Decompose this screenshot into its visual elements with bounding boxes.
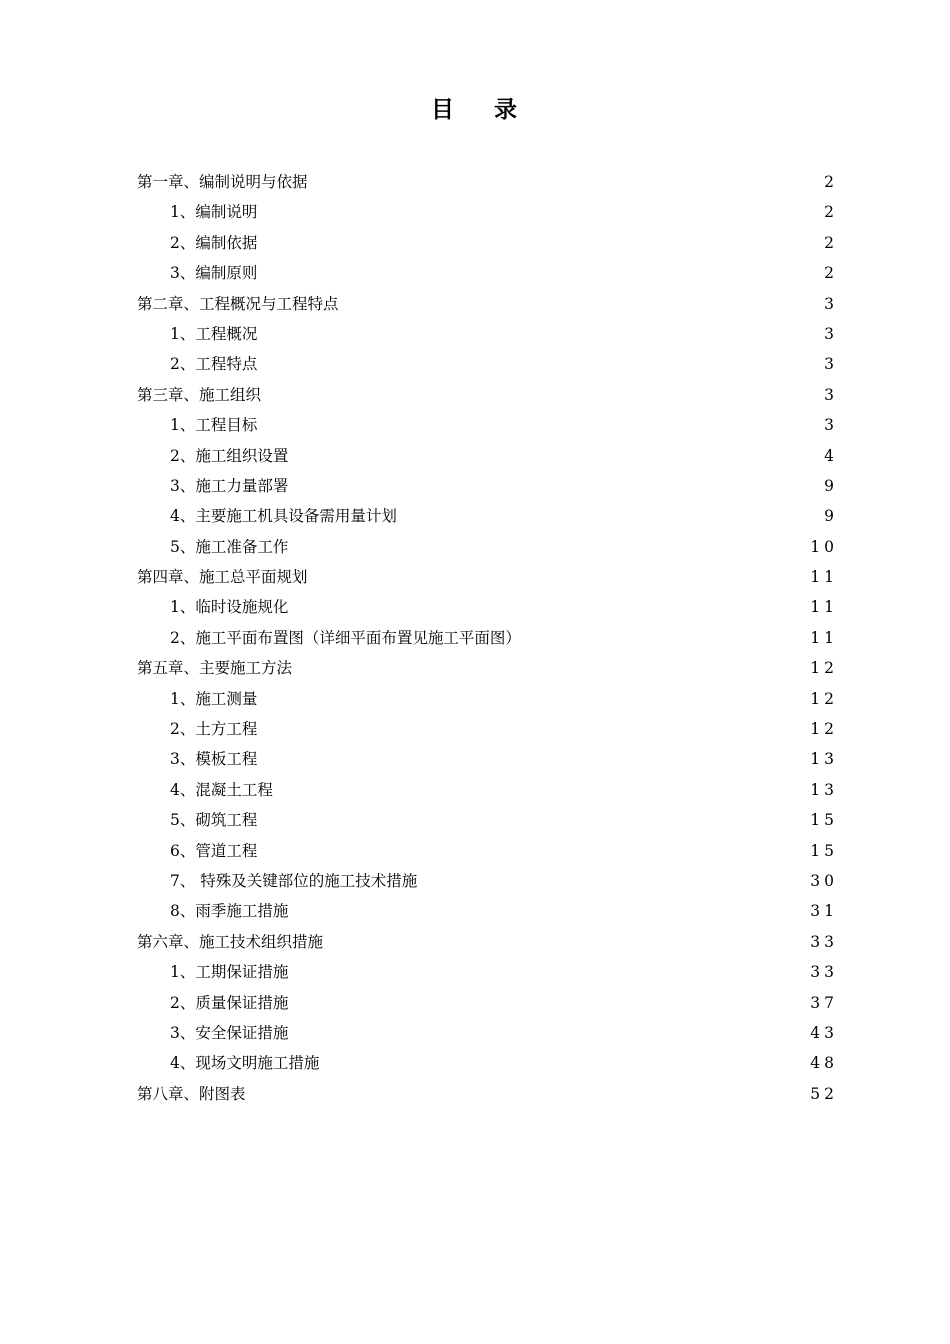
toc-entry-title: 8、雨季施工措施 — [170, 902, 289, 921]
toc-page-number: 12 — [810, 689, 838, 708]
toc-section-entry[interactable] — [137, 1048, 838, 1078]
toc-section-entry[interactable] — [137, 258, 838, 288]
toc-entry-title: 5、施工准备工作 — [170, 537, 289, 556]
toc-chapter-entry[interactable] — [137, 562, 838, 592]
toc-entry-title: 第二章、工程概况与工程特点 — [137, 294, 339, 313]
toc-section-entry[interactable] — [137, 988, 838, 1018]
toc-entry-title: 1、工程目标 — [170, 416, 258, 435]
toc-page-number: 9 — [824, 476, 838, 495]
toc-page-number: 31 — [810, 902, 838, 921]
toc-entry-title: 6、管道工程 — [170, 841, 258, 860]
toc-page-number: 2 — [824, 233, 838, 252]
toc-page-number: 13 — [810, 750, 838, 769]
toc-page-number: 43 — [810, 1023, 838, 1042]
toc-entry-title: 1、工期保证措施 — [170, 963, 289, 982]
toc-page-number: 9 — [824, 507, 838, 526]
toc-chapter-entry[interactable] — [137, 289, 838, 319]
toc-page-number: 3 — [824, 294, 838, 313]
toc-page-number: 12 — [810, 720, 838, 739]
toc-entry-title: 7、 特殊及关键部位的施工技术措施 — [170, 871, 418, 890]
toc-entry-title: 第三章、施工组织 — [137, 385, 262, 404]
toc-section-entry[interactable] — [137, 684, 838, 714]
toc-entry-title: 2、施工平面布置图（详细平面布置见施工平面图） — [170, 628, 521, 647]
toc-entry-title: 1、编制说明 — [170, 203, 258, 222]
toc-section-entry[interactable] — [137, 197, 838, 227]
title-char-1: 目 — [431, 97, 456, 123]
toc-section-entry[interactable] — [137, 532, 838, 562]
toc-section-entry[interactable] — [137, 349, 838, 379]
toc-entry-title: 3、安全保证措施 — [170, 1023, 289, 1042]
toc-entry-title: 5、砌筑工程 — [170, 811, 258, 830]
toc-entry-title: 2、施工组织设置 — [170, 446, 289, 465]
toc-entry-title: 3、施工力量部署 — [170, 476, 289, 495]
toc-chapter-entry[interactable] — [137, 927, 838, 957]
toc-page-number: 37 — [810, 993, 838, 1012]
toc-entry-title: 1、工程概况 — [170, 324, 258, 343]
toc-section-entry[interactable] — [137, 228, 838, 258]
toc-page-number: 4 — [824, 446, 838, 465]
toc-section-entry[interactable] — [137, 744, 838, 774]
toc-page-number: 15 — [810, 841, 838, 860]
toc-entry-title: 第四章、施工总平面规划 — [137, 568, 308, 587]
toc-page-number: 2 — [824, 203, 838, 222]
toc-page-number: 11 — [810, 628, 838, 647]
toc-page-number: 30 — [810, 871, 838, 890]
toc-entry-title: 3、模板工程 — [170, 750, 258, 769]
toc-chapter-entry[interactable] — [137, 653, 838, 683]
toc-page-number: 52 — [810, 1084, 838, 1103]
toc-section-entry[interactable] — [137, 410, 838, 440]
toc-entry-title: 第八章、附图表 — [137, 1084, 246, 1103]
toc-section-entry[interactable] — [137, 896, 838, 926]
toc-entry-title: 1、施工测量 — [170, 689, 258, 708]
toc-entry-title: 第一章、编制说明与依据 — [137, 173, 308, 191]
toc-section-entry[interactable] — [137, 836, 838, 866]
toc-section-entry[interactable] — [137, 714, 838, 744]
table-of-contents — [137, 167, 838, 1109]
toc-page-number: 10 — [810, 537, 838, 556]
page-title — [0, 94, 950, 126]
toc-entry-title: 第六章、施工技术组织措施 — [137, 932, 324, 951]
toc-section-entry[interactable] — [137, 957, 838, 987]
toc-page-number: 33 — [810, 932, 838, 951]
toc-entry-title: 4、主要施工机具设备需用量计划 — [170, 507, 397, 526]
toc-chapter-entry[interactable] — [137, 1079, 838, 1109]
toc-page-number: 33 — [810, 963, 838, 982]
toc-entry-title: 4、混凝土工程 — [170, 780, 273, 799]
toc-section-entry[interactable] — [137, 805, 838, 835]
toc-page-number: 2 — [824, 264, 838, 283]
title-char-2: 录 — [494, 97, 519, 123]
toc-entry-title: 2、土方工程 — [170, 720, 258, 739]
toc-page-number: 11 — [810, 598, 838, 617]
toc-section-entry[interactable] — [137, 441, 838, 471]
toc-entry-title: 第五章、主要施工方法 — [137, 659, 293, 678]
toc-section-entry[interactable] — [137, 319, 838, 349]
toc-entry-title: 2、工程特点 — [170, 355, 258, 374]
toc-section-entry[interactable] — [137, 501, 838, 531]
toc-entry-title: 4、现场文明施工措施 — [170, 1054, 320, 1073]
toc-page-number: 2 — [824, 173, 838, 191]
toc-page-number: 3 — [824, 416, 838, 435]
toc-chapter-entry[interactable] — [137, 167, 838, 197]
toc-section-entry[interactable] — [137, 592, 838, 622]
toc-entry-title: 2、质量保证措施 — [170, 993, 289, 1012]
toc-section-entry[interactable] — [137, 623, 838, 653]
toc-chapter-entry[interactable] — [137, 380, 838, 410]
toc-section-entry[interactable] — [137, 1018, 838, 1048]
toc-page-number: 13 — [810, 780, 838, 799]
toc-entry-title: 1、临时设施规化 — [170, 598, 289, 617]
toc-section-entry[interactable] — [137, 471, 838, 501]
toc-page-number: 3 — [824, 355, 838, 374]
toc-entry-title: 2、编制依据 — [170, 233, 258, 252]
toc-page-number: 12 — [810, 659, 838, 678]
toc-page-number: 11 — [810, 568, 838, 587]
toc-page-number: 48 — [810, 1054, 838, 1073]
toc-page-number: 3 — [824, 324, 838, 343]
toc-page-number: 15 — [810, 811, 838, 830]
toc-entry-title: 3、编制原则 — [170, 264, 258, 283]
toc-page-number: 3 — [824, 385, 838, 404]
toc-section-entry[interactable] — [137, 775, 838, 805]
toc-section-entry[interactable] — [137, 866, 838, 896]
